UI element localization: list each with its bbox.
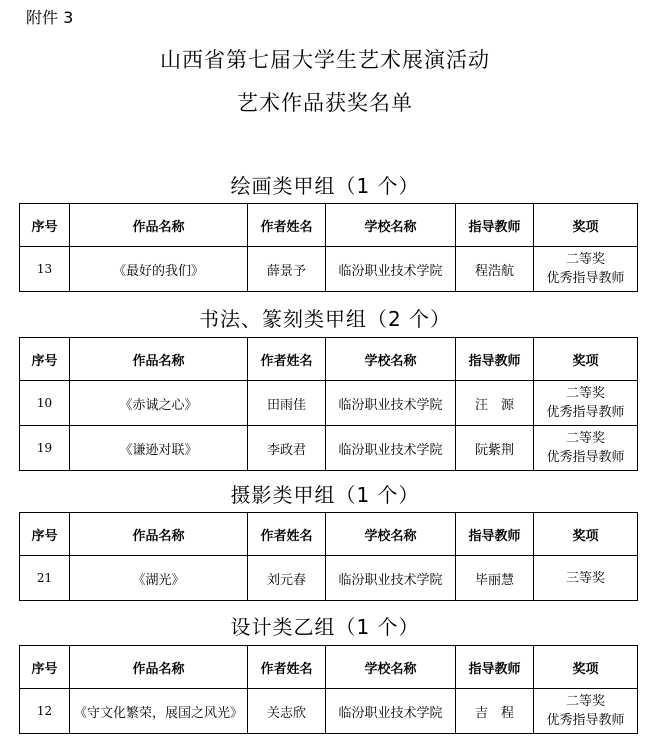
col-header-school: 学校名称 bbox=[326, 338, 456, 381]
col-header-author: 作者姓名 bbox=[248, 338, 326, 381]
award-line: 优秀指导教师 bbox=[546, 271, 625, 286]
cell-teacher: 阮紫荆 bbox=[456, 426, 534, 471]
award-line: 优秀指导教师 bbox=[546, 405, 625, 420]
cell-author: 薛景予 bbox=[248, 247, 326, 292]
award-line: 二等奖 bbox=[565, 252, 605, 267]
award-table-design bbox=[19, 645, 638, 734]
col-header-award: 奖项 bbox=[534, 204, 638, 247]
cell-author: 关志欣 bbox=[248, 689, 326, 734]
award-line: 二等奖 bbox=[565, 694, 605, 709]
cell-no: 13 bbox=[20, 247, 70, 292]
cell-no: 21 bbox=[20, 556, 70, 601]
cell-author: 田雨佳 bbox=[248, 381, 326, 426]
cell-no: 12 bbox=[20, 689, 70, 734]
cell-school: 临汾职业技术学院 bbox=[326, 426, 456, 471]
document-subtitle: 艺术作品获奖名单 bbox=[237, 91, 413, 115]
col-header-school: 学校名称 bbox=[326, 513, 456, 556]
cell-school: 临汾职业技术学院 bbox=[326, 689, 456, 734]
table-row bbox=[20, 689, 638, 734]
col-header-work: 作品名称 bbox=[70, 646, 248, 689]
table-row bbox=[20, 247, 638, 292]
col-header-author: 作者姓名 bbox=[248, 646, 326, 689]
col-header-author: 作者姓名 bbox=[248, 513, 326, 556]
cell-work: 《湖光》 bbox=[70, 556, 248, 601]
col-header-school: 学校名称 bbox=[326, 204, 456, 247]
cell-work: 《谦逊对联》 bbox=[70, 426, 248, 471]
section-title-calligraphy: 书法、篆刻类甲组（2 个） bbox=[198, 307, 452, 331]
table-row bbox=[20, 426, 638, 471]
table-header-row bbox=[20, 338, 638, 381]
col-header-author: 作者姓名 bbox=[248, 204, 326, 247]
cell-teacher: 吉 程 bbox=[456, 689, 534, 734]
cell-work: 《赤诚之心》 bbox=[70, 381, 248, 426]
cell-work: 《最好的我们》 bbox=[70, 247, 248, 292]
table-header-row bbox=[20, 513, 638, 556]
cell-award bbox=[534, 689, 638, 734]
cell-no: 19 bbox=[20, 426, 70, 471]
cell-teacher: 汪 源 bbox=[456, 381, 534, 426]
col-header-teacher: 指导教师 bbox=[456, 204, 534, 247]
col-header-teacher: 指导教师 bbox=[456, 338, 534, 381]
col-header-award: 奖项 bbox=[534, 338, 638, 381]
col-header-no: 序号 bbox=[20, 204, 70, 247]
table-header-row bbox=[20, 646, 638, 689]
col-header-work: 作品名称 bbox=[70, 338, 248, 381]
col-header-no: 序号 bbox=[20, 513, 70, 556]
award-line: 二等奖 bbox=[565, 386, 605, 401]
cell-award bbox=[534, 556, 638, 601]
col-header-teacher: 指导教师 bbox=[456, 646, 534, 689]
cell-award bbox=[534, 381, 638, 426]
award-line: 二等奖 bbox=[565, 431, 605, 446]
cell-author: 李政君 bbox=[248, 426, 326, 471]
award-line: 优秀指导教师 bbox=[546, 450, 625, 465]
section-title-photography: 摄影类甲组（1 个） bbox=[230, 483, 420, 507]
cell-work: 《守文化繁荣，展国之风光》 bbox=[70, 689, 248, 734]
award-line: 优秀指导教师 bbox=[546, 713, 625, 728]
table-row bbox=[20, 556, 638, 601]
award-table-painting bbox=[19, 203, 638, 292]
col-header-no: 序号 bbox=[20, 646, 70, 689]
document-title: 山西省第七届大学生艺术展演活动 bbox=[160, 48, 490, 72]
award-line: 三等奖 bbox=[565, 570, 605, 586]
award-table-photography bbox=[19, 512, 638, 601]
cell-school: 临汾职业技术学院 bbox=[326, 381, 456, 426]
section-title-painting: 绘画类甲组（1 个） bbox=[230, 174, 420, 198]
award-table-calligraphy bbox=[19, 337, 638, 471]
col-header-no: 序号 bbox=[20, 338, 70, 381]
table-row bbox=[20, 381, 638, 426]
section-title-design: 设计类乙组（1 个） bbox=[230, 615, 420, 639]
cell-teacher: 程浩航 bbox=[456, 247, 534, 292]
cell-school: 临汾职业技术学院 bbox=[326, 556, 456, 601]
cell-award bbox=[534, 426, 638, 471]
col-header-school: 学校名称 bbox=[326, 646, 456, 689]
col-header-award: 奖项 bbox=[534, 513, 638, 556]
cell-school: 临汾职业技术学院 bbox=[326, 247, 456, 292]
col-header-award: 奖项 bbox=[534, 646, 638, 689]
table-header-row bbox=[20, 204, 638, 247]
attachment-label: 附件 3 bbox=[26, 8, 74, 27]
cell-no: 10 bbox=[20, 381, 70, 426]
cell-author: 刘元春 bbox=[248, 556, 326, 601]
col-header-teacher: 指导教师 bbox=[456, 513, 534, 556]
col-header-work: 作品名称 bbox=[70, 204, 248, 247]
cell-teacher: 毕丽慧 bbox=[456, 556, 534, 601]
col-header-work: 作品名称 bbox=[70, 513, 248, 556]
cell-award bbox=[534, 247, 638, 292]
